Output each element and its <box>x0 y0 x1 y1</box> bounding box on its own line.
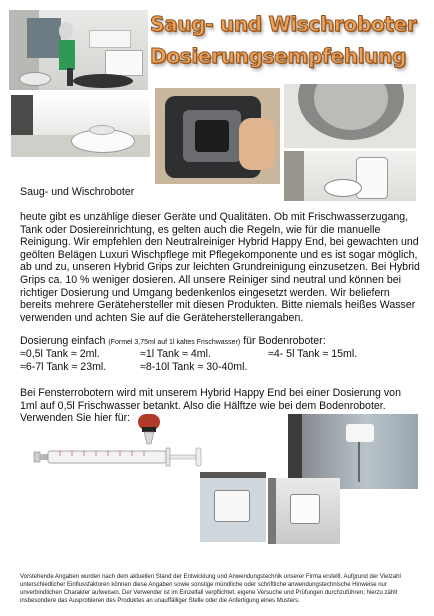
floor-robot-photo <box>11 95 150 157</box>
dosage-row1-col3: ≈4- 5l Tank ≈ 15ml. <box>268 348 358 360</box>
window-robot-text: Bei Fensterrobotern wird mit unserem Hybrid Happy End bei einer Dosierung von 1ml auf 0,5l Frischwasser betankt. Also die Hälftze wie bei dem Bodenroboter. Verwenden Sie hier für: <box>20 387 401 425</box>
living-room-robot-photo <box>9 10 148 90</box>
dosage-tail: für Bodenroboter: <box>243 335 326 347</box>
intro-subtitle: Saug- und Wischroboter <box>20 186 135 198</box>
syringe-dropper-illustration <box>30 410 220 482</box>
dosage-row2-col1: ≈6-7l Tank ≈ 23ml. <box>20 361 107 373</box>
dosage-row1-col2: ≈1l Tank ≈ 4ml. <box>140 348 211 360</box>
robot-closeup-photo <box>284 84 416 148</box>
dosage-formula: (Formel 3,75ml auf 1l kaltes Frischwasser) <box>108 339 241 346</box>
title-line-1: Saug- und Wischroboter <box>150 12 417 36</box>
window-robot-photo-3 <box>268 478 340 544</box>
dosage-row2-col2: ≈8-10l Tank ≈ 30-40ml. <box>140 361 248 373</box>
window-robot-photo-2 <box>200 472 266 542</box>
footer-disclaimer: Vorstehende Angaben wurden nach dem aktuellen Stand der Entwicklung und Anwendungstechnik unserer Firma erstellt. Aufgrund der Vielzahl unterschiedlicher Einflussfaktoren können diese Angaben sowie sonstige mündliche oder schriftliche anwendungstechnische Hinweise nur unverbindlichen Charakter aufweisen. Der Verwender ist im Einzelfall verpflichtet, eigene Versuche und Prüfungen durchzuführen; hierzu zählt insbesondere das Ausprobieren des Produktes an unauffälliger Stelle oder die Anfertigung eines Musters. <box>20 574 401 604</box>
dosage-row1-col1: ≈0,5l Tank ≈ 2ml. <box>20 348 100 360</box>
dosage-lead: Dosierung einfach <box>20 335 106 347</box>
title-line-2: Dosierungsempfehlung <box>150 44 407 68</box>
intro-paragraph: heute gibt es unzählige dieser Geräte und Qualitäten. Ob mit Frischwasserzugang, Tank oder Dosiereinrichtung, es gelten auch die Regeln, wie für die manuelle Reinigung. Wir empfehlen den Neutralreiniger Hybrid Happy End, bei gewachten und geölten Belägen Luxuri Wischpflege mit Pflegekomponente und es ist sogar möglich, ab und zu, unseren Hybrid Grips zur leichten Grundreinigung einzusetzen. Bei Hybrid Grips ca. 10 % weniger dosieren. All unsere Reiniger sind neutral und können bei richtiger Dosierung und Umgang bedenkenlos eingesetzt werden. Wir beliefern bereits mehrere Gerätehersteller mit diesen Produkten. Bitte niemals heißes Wasser verwenden und achten Sie auf die Geräteherstellerangaben. <box>20 211 420 324</box>
robot-maintenance-photo <box>155 88 280 184</box>
